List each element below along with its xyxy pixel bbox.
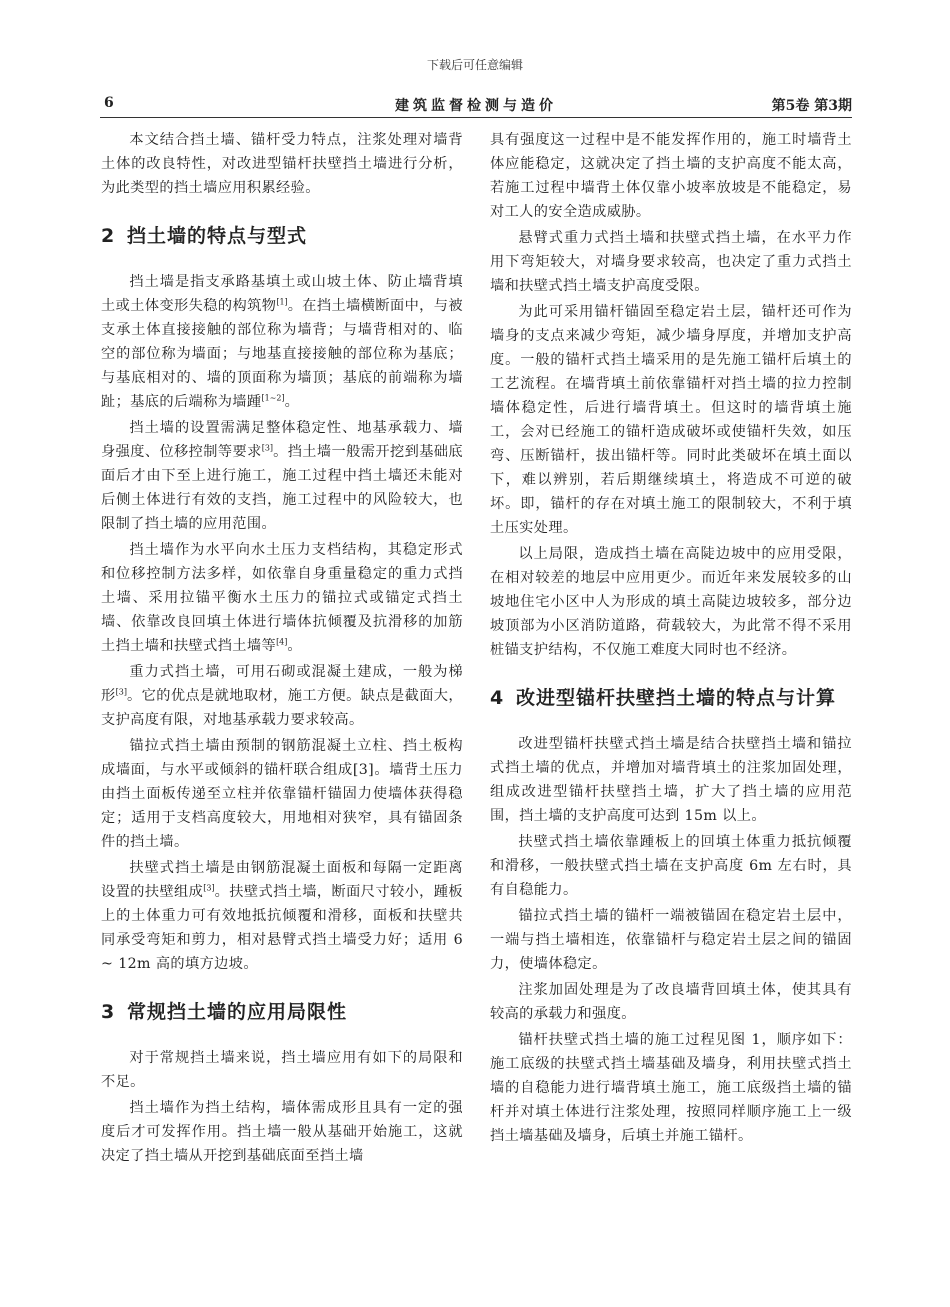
- right-column: [490, 128, 852, 1150]
- text-span: 挡土墙作为水平向水土压力支档结构，其稳定形式和位移控制方法多样，如依靠自身重量稳定的重力式挡土墙、采用拉锚平衡水土压力的锚拉式或锚定式挡土墙、依靠改良回填土体进行墙体抗倾覆及抗滑移的加筋土挡土墙和扶壁式挡土墙等: [101, 542, 463, 654]
- paragraph: 扶壁式挡土墙依靠踵板上的回填土体重力抵抗倾覆和滑移，一般扶壁式挡土墙在支护高度 6m 左右时，具有自稳能力。: [490, 834, 852, 898]
- text-span: 。: [284, 394, 300, 410]
- paragraph: 锚拉式挡土墙由预制的钢筋混凝土立柱、挡土板构成墙面，与水平或倾斜的锚杆联合组成[3]。墙背土压力由挡土面板传递至立柱并依靠锚杆锚固力使墙体获得稳定；适用于支档高度较大，用地相对狭窄，具有锚固条件的挡土墙。: [101, 738, 463, 850]
- citation: [3]: [115, 687, 127, 697]
- section-number: 3: [101, 1001, 116, 1023]
- paragraph: 为此可采用锚杆锚固至稳定岩土层，锚杆还可作为墙身的支点来减少弯矩，减少墙身厚度，并增加支护高度。一般的锚杆式挡土墙采用的是先施工锚杆后填土的工艺流程。在墙背填土前依靠锚杆对挡土墙的拉力控制墙体稳定性，后进行墙背填土。但这时的墙背填土施工，会对已经施工的锚杆造成破坏或使锚杆失效，如压弯、压断锚杆，拔出锚杆等。同时此类破坏在填土面以下，难以辨别，若后期继续填土，将造成不可逆的破坏。即，锚杆的存在对填土施工的限制较大，不利于填土压实处理。: [490, 304, 852, 536]
- citation: [1]: [276, 297, 288, 307]
- intro-paragraph: 本文结合挡土墙、锚杆受力特点，注浆处理对墙背土体的改良特性，对改进型锚杆扶壁挡土墙进行分析，为此类型的挡土墙应用积累经验。: [101, 132, 463, 196]
- text-span: 。它的优点是就地取材，施工方便。缺点是截面大，支护高度有限，对地基承载力要求较高。: [101, 688, 464, 728]
- citation: [3]: [203, 883, 215, 893]
- paragraph: 锚拉式挡土墙的锚杆一端被锚固在稳定岩土层中，一端与挡土墙相连，依靠锚杆与稳定岩土层之间的锚固力，使墙体稳定。: [490, 908, 852, 972]
- paragraph: [101, 856, 463, 976]
- paragraph: 具有强度这一过程中是不能发挥作用的，施工时墙背土体应能稳定，这就决定了挡土墙的支护高度不能太高，若施工过程中墙背土体仅靠小坡率放坡是不能稳定，易对工人的安全造成威胁。: [490, 132, 852, 220]
- section-title: 常规挡土墙的应用局限性: [127, 1001, 348, 1023]
- paragraph: 改进型锚杆扶壁式挡土墙是结合扶壁挡土墙和锚拉式挡土墙的优点，并增加对墙背填土的注浆加固处理，组成改进型锚杆扶壁挡土墙，扩大了挡土墙的应用范围，挡土墙的支护高度可达到 15m 以上。: [490, 736, 852, 824]
- text-span: 。扶壁式挡土墙，断面尺寸较小，踵板上的土体重力可有效地抵抗倾覆和滑移，面板和扶壁共同承受弯矩和剪力，相对悬臂式挡土墙受力好；适用 6 ~ 12m 高的填方边坡。: [101, 884, 463, 972]
- journal-title: 建筑监督检测与造价: [395, 98, 557, 114]
- text-span: 挡土墙的设置需满足整体稳定性、地基承载力、墙身强度、位移控制等要求: [101, 420, 463, 460]
- paragraph: 挡土墙作为挡土结构，墙体需成形且具有一定的强度后才可发挥作用。挡土墙一般从基础开始施工，这就决定了挡土墙从开挖到基础底面至挡土墙: [101, 1100, 463, 1164]
- paragraph: 对于常规挡土墙来说，挡土墙应用有如下的局限和不足。: [101, 1050, 463, 1090]
- paragraph: 以上局限，造成挡土墙在高陡边坡中的应用受限，在相对较差的地层中应用更少。而近年来发展较多的山坡地住宅小区中人为形成的填土高陡边坡较多，部分边坡顶部为小区消防道路，荷载较大，为此常不得不采用桩锚支护结构，不仅施工难度大同时也不经济。: [490, 546, 852, 658]
- paragraph: [101, 538, 463, 658]
- text-span: 。在挡土墙横断面中，与被支承土体直接接触的部位称为墙背；与墙背相对的、临空的部位称为墙面；与地基直接接触的部位称为基底；与基底相对的、墙的顶面称为墙顶；基底的前端称为墙趾；基底的后端称为墙踵: [101, 298, 463, 410]
- section-title: 改进型锚杆扶壁挡土墙的特点与计算: [516, 687, 837, 709]
- section-number: 4: [490, 687, 505, 709]
- citation: [3]: [261, 443, 274, 453]
- paragraph: 锚杆扶壁式挡土墙的施工过程见图 1，顺序如下：施工底级的扶壁式挡土墙基础及墙身，利用扶壁式挡土墙的自稳能力进行墙背填土施工，施工底级挡土墙的锚杆并对填土体进行注浆处理，按照同样顺序施工上一级挡土墙基础及墙身，后填土并施工锚杆。: [490, 1032, 852, 1144]
- paragraph: [101, 660, 463, 732]
- paragraph: [101, 416, 463, 536]
- text-span: 。挡土墙一般需开挖到基础底面后才由下至上进行施工，施工过程中挡土墙还未能对后侧土体进行有效的支挡，施工过程中的风险较大，也限制了挡土墙的应用范围。: [101, 444, 463, 532]
- text-span: 重力式挡土墙，可用石砌或混凝土建成，一般为梯形: [101, 664, 463, 704]
- left-column: [101, 128, 463, 1170]
- watermark-text: 下载后可任意编辑: [426, 58, 523, 72]
- section-4-heading: [490, 686, 852, 710]
- section-number: 2: [101, 225, 116, 247]
- volume-issue: 第5卷 第3期: [771, 98, 852, 114]
- section-3-heading: [101, 1000, 463, 1024]
- text-span: 扶壁式挡土墙是由钢筋混凝土面板和每隔一定距离设置的扶壁组成: [101, 860, 463, 900]
- section-title: 挡土墙的特点与型式: [127, 225, 308, 247]
- text-span: 。: [287, 638, 302, 654]
- text-span: 挡土墙是指支承路基填土或山坡土体、防止墙背填土或土体变形失稳的构筑物: [101, 274, 463, 314]
- paragraph: 注浆加固处理是为了改良墙背回填土体，使其具有较高的承载力和强度。: [490, 982, 852, 1022]
- paragraph: 悬臂式重力式挡土墙和扶壁式挡土墙，在水平力作用下弯矩较大，对墙身要求较高，也决定了重力式挡土墙和扶壁式挡土墙支护高度受限。: [490, 230, 852, 294]
- page-number: 6: [104, 95, 114, 111]
- section-2-heading: [101, 224, 463, 248]
- citation: [1~2]: [261, 393, 285, 403]
- paragraph: [101, 270, 463, 414]
- citation: [4]: [276, 637, 288, 647]
- running-header: [100, 93, 852, 118]
